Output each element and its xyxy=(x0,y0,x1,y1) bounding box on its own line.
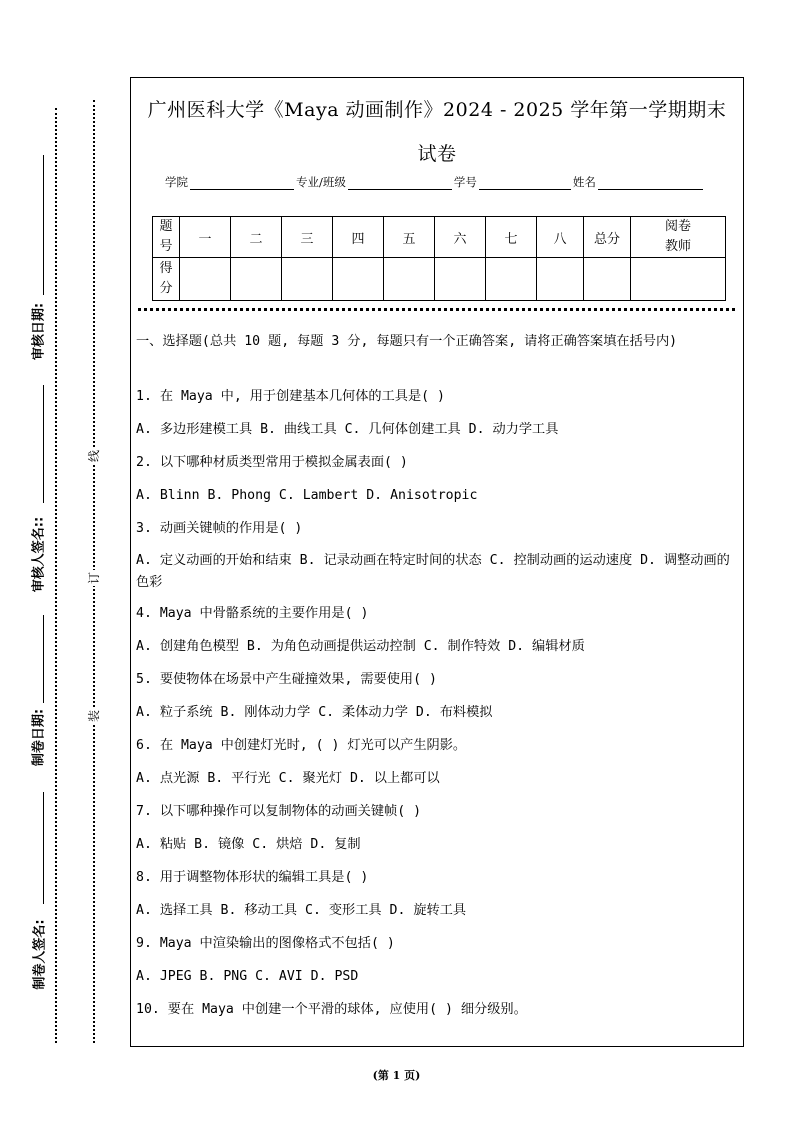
reviewer-date-label: 审核日期: xyxy=(31,302,47,361)
score-cell-grader[interactable] xyxy=(631,258,726,301)
binding-char-zhuang: 装 xyxy=(87,710,101,723)
student-info-row xyxy=(165,174,705,190)
question-7-options: A. 粘贴 B. 镜像 C. 烘焙 D. 复制 xyxy=(136,837,361,852)
exam-title xyxy=(131,88,743,176)
col-header-5: 五 xyxy=(384,217,435,258)
maker-sign-label: 制卷人签名: xyxy=(32,919,48,990)
question-6: 6. 在 Maya 中创建灯光时, ( ) 灯光可以产生阴影。 xyxy=(136,738,467,753)
exam-frame xyxy=(130,77,744,1047)
title-line-1: 广州医科大学《Maya 动画制作》2024 - 2025 学年第一学期期末 xyxy=(147,99,727,121)
title-line-2: 试卷 xyxy=(417,143,457,165)
maker-date-label: 制卷日期: xyxy=(31,708,47,767)
score-cell-5[interactable] xyxy=(384,258,435,301)
field-name-blank[interactable] xyxy=(598,177,703,190)
reviewer-sign-line xyxy=(43,385,44,503)
col-header-grader: 阅卷 教师 xyxy=(631,217,726,258)
question-5: 5. 要使物体在场景中产生碰撞效果, 需要使用( ) xyxy=(136,672,437,687)
col-header-6: 六 xyxy=(435,217,486,258)
question-7: 7. 以下哪种操作可以复制物体的动画关键帧( ) xyxy=(136,804,422,819)
question-9-options: A. JPEG B. PNG C. AVI D. PSD xyxy=(136,969,359,984)
field-major-blank[interactable] xyxy=(348,177,452,190)
reviewer-sign-label: 审核人签名:: xyxy=(31,516,47,593)
question-2-options: A. Blinn B. Phong C. Lambert D. Anisotropic xyxy=(136,488,478,503)
question-2: 2. 以下哪种材质类型常用于模拟金属表面( ) xyxy=(136,455,408,470)
col-header-3: 三 xyxy=(282,217,333,258)
score-cell-total[interactable] xyxy=(584,258,631,301)
score-table xyxy=(152,216,726,301)
field-college-label: 学院 xyxy=(165,175,188,189)
score-cell-1[interactable] xyxy=(180,258,231,301)
field-student-id-label: 学号 xyxy=(453,175,477,189)
score-cell-4[interactable] xyxy=(333,258,384,301)
header-separator xyxy=(138,308,735,311)
question-6-options: A. 点光源 B. 平行光 C. 聚光灯 D. 以上都可以 xyxy=(136,771,440,786)
score-cell-3[interactable] xyxy=(282,258,333,301)
col-header-1: 一 xyxy=(180,217,231,258)
binding-char-xian: 线 xyxy=(87,450,101,463)
score-cell-7[interactable] xyxy=(486,258,537,301)
question-4-options: A. 创建角色模型 B. 为角色动画提供运动控制 C. 制作特效 D. 编辑材质 xyxy=(136,639,585,654)
question-4: 4. Maya 中骨骼系统的主要作用是( ) xyxy=(136,606,369,621)
field-student-id-blank[interactable] xyxy=(479,177,571,190)
question-8: 8. 用于调整物体形状的编辑工具是( ) xyxy=(136,870,369,885)
row-label-score: 得 分 xyxy=(153,258,180,301)
col-header-7: 七 xyxy=(486,217,537,258)
question-1-options: A. 多边形建模工具 B. 曲线工具 C. 几何体创建工具 D. 动力学工具 xyxy=(136,422,559,437)
score-table-header-row xyxy=(153,217,726,258)
section-heading: 一、选择题(总共 10 题, 每题 3 分, 每题只有一个正确答案, 请将正确答案填在括号内) xyxy=(136,334,678,349)
maker-sign-line xyxy=(43,792,44,904)
col-header-8: 八 xyxy=(537,217,584,258)
score-table-score-row xyxy=(153,258,726,301)
reviewer-date-line xyxy=(43,155,44,295)
row-label-question: 题 号 xyxy=(153,217,180,258)
field-major-label: 专业/班级 xyxy=(296,175,346,189)
question-1: 1. 在 Maya 中, 用于创建基本几何体的工具是( ) xyxy=(136,389,445,404)
question-3: 3. 动画关键帧的作用是( ) xyxy=(136,521,303,536)
question-9: 9. Maya 中渲染输出的图像格式不包括( ) xyxy=(136,936,395,951)
col-header-2: 二 xyxy=(231,217,282,258)
field-name-label: 姓名 xyxy=(572,175,596,189)
binding-char-ding: 订 xyxy=(87,572,101,585)
binding-dotted-line-outer xyxy=(55,108,57,1043)
field-college-blank[interactable] xyxy=(190,177,294,190)
question-5-options: A. 粒子系统 B. 刚体动力学 C. 柔体动力学 D. 布料模拟 xyxy=(136,705,493,720)
score-cell-2[interactable] xyxy=(231,258,282,301)
col-header-total: 总分 xyxy=(584,217,631,258)
question-10: 10. 要在 Maya 中创建一个平滑的球体, 应使用( ) 细分级别。 xyxy=(136,1002,527,1017)
question-3-options: A. 定义动画的开始和结束 B. 记录动画在特定时间的状态 C. 控制动画的运动速度 D. 调整动画的色彩 xyxy=(136,553,730,590)
question-8-options: A. 选择工具 B. 移动工具 C. 变形工具 D. 旋转工具 xyxy=(136,903,467,918)
score-cell-8[interactable] xyxy=(537,258,584,301)
score-cell-6[interactable] xyxy=(435,258,486,301)
col-header-4: 四 xyxy=(333,217,384,258)
maker-date-line xyxy=(43,615,44,703)
page-number: (第 1 页) xyxy=(372,1069,421,1082)
